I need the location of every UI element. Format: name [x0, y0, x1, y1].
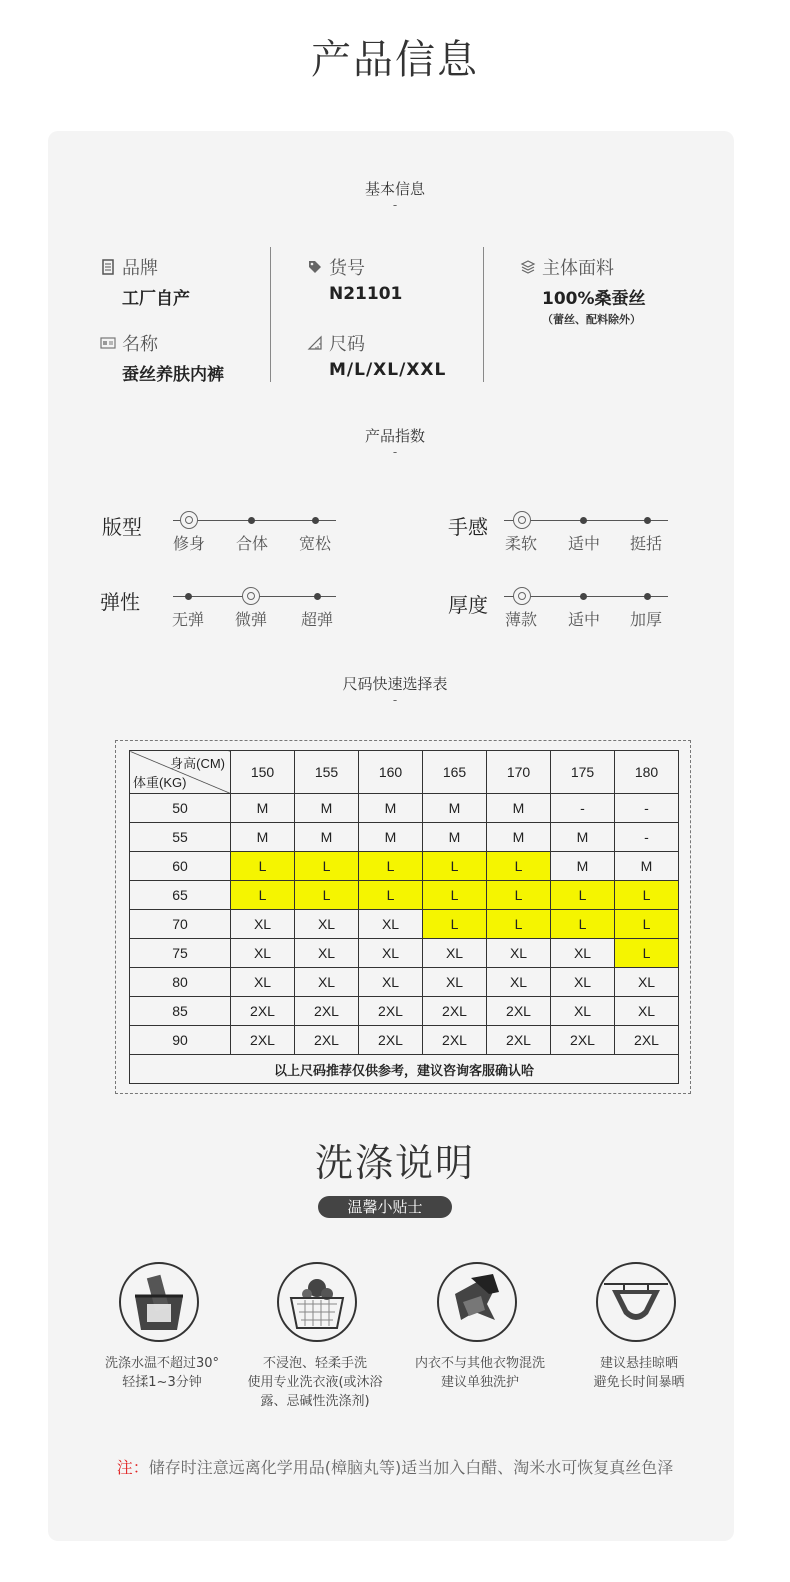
- scale-dot: [185, 593, 192, 600]
- size-cell: L: [231, 852, 295, 881]
- size-cell: M: [423, 794, 487, 823]
- size-cell: 2XL: [359, 997, 423, 1026]
- sku-label: 货号: [329, 258, 365, 279]
- note-prefix: 注：: [116, 1458, 149, 1477]
- size-cell: M: [423, 823, 487, 852]
- size-cell: M: [231, 794, 295, 823]
- wash-tip-text: [559, 1354, 719, 1392]
- size-cell: 2XL: [359, 1026, 423, 1055]
- size-cell: L: [359, 852, 423, 881]
- name-label: 名称: [122, 334, 158, 355]
- fabric-value: 100%桑蚕丝: [542, 289, 646, 309]
- weight-cell: 65: [130, 881, 231, 910]
- size-cell: 2XL: [295, 1026, 359, 1055]
- weight-cell: 70: [130, 910, 231, 939]
- metric-feel-scale: [504, 512, 668, 552]
- wash-tip-line: 洗涤水温不超过30°: [104, 1356, 220, 1371]
- index-dash: -: [392, 445, 398, 459]
- size-cell: XL: [487, 939, 551, 968]
- size-cell: 2XL: [423, 1026, 487, 1055]
- metric-fit-scale: [173, 512, 336, 552]
- size-cell: L: [423, 881, 487, 910]
- table-row: [130, 881, 679, 910]
- fabric-note: （蕾丝、配料除外）: [542, 313, 641, 326]
- wash-tip-line: 轻揉1~3分钟: [122, 1375, 202, 1390]
- ruler-icon: [307, 335, 323, 351]
- scale-label: 无弹: [171, 610, 205, 629]
- name-value: 蚕丝养肤内裤: [122, 365, 224, 385]
- name-field: [100, 330, 224, 385]
- size-cell: L: [423, 852, 487, 881]
- note-text: 储存时注意远离化学用品(樟脑丸等)适当加入白醋、淘米水可恢复真丝色泽: [148, 1458, 674, 1477]
- weight-cell: 90: [130, 1026, 231, 1055]
- table-row: [130, 1026, 679, 1055]
- size-cell: XL: [359, 910, 423, 939]
- scale-label: 加厚: [629, 610, 663, 629]
- size-cell: 2XL: [295, 997, 359, 1026]
- size-cell: XL: [295, 910, 359, 939]
- size-cell: 2XL: [423, 997, 487, 1026]
- height-column-header: 150: [231, 751, 295, 794]
- height-column-header: 165: [423, 751, 487, 794]
- size-cell: -: [551, 794, 615, 823]
- size-cell: L: [295, 852, 359, 881]
- scale-dot: [644, 593, 651, 600]
- scale-label: 柔软: [504, 534, 538, 553]
- document-icon: [100, 259, 116, 275]
- size-cell: XL: [487, 968, 551, 997]
- wash-tip-line: 不浸泡、轻柔手洗: [262, 1356, 367, 1371]
- metric-elastic-label: 弹性: [100, 590, 140, 614]
- size-cell: L: [615, 881, 679, 910]
- size-table: [129, 750, 679, 1084]
- table-row: [130, 852, 679, 881]
- size-cell: L: [487, 852, 551, 881]
- scale-selected-marker: [513, 511, 531, 529]
- scale-label: 挺括: [629, 534, 663, 553]
- size-label: 尺码: [329, 334, 365, 355]
- metric-elastic-scale: [173, 588, 336, 628]
- basic-info-title: 基本信息: [364, 180, 425, 198]
- size-cell: -: [615, 823, 679, 852]
- metric-thickness-label: 厚度: [448, 593, 488, 617]
- size-cell: M: [359, 823, 423, 852]
- table-row: [130, 823, 679, 852]
- size-cell: XL: [615, 968, 679, 997]
- fabric-label: 主体面料: [542, 258, 614, 279]
- size-cell: M: [359, 794, 423, 823]
- size-cell: L: [487, 910, 551, 939]
- brand-label: 品牌: [122, 258, 158, 279]
- size-cell: XL: [231, 910, 295, 939]
- wash-tip-line: 建议单独洗护: [440, 1375, 519, 1390]
- metric-thickness-scale: [504, 588, 668, 628]
- size-cell: M: [487, 794, 551, 823]
- size-cell: M: [551, 823, 615, 852]
- id-card-icon: [100, 335, 116, 351]
- hang-dry-icon: [596, 1262, 676, 1342]
- size-cell: L: [615, 939, 679, 968]
- size-cell: XL: [551, 939, 615, 968]
- size-cell: L: [423, 910, 487, 939]
- weight-cell: 85: [130, 997, 231, 1026]
- size-cell: XL: [359, 939, 423, 968]
- size-cell: XL: [359, 968, 423, 997]
- size-cell: XL: [615, 997, 679, 1026]
- size-cell: 2XL: [615, 1026, 679, 1055]
- height-column-header: 155: [295, 751, 359, 794]
- scale-dot: [312, 517, 319, 524]
- size-cell: L: [615, 910, 679, 939]
- wash-tip-line: 内衣不与其他衣物混洗: [414, 1356, 545, 1371]
- wash-title: 洗涤说明: [314, 1141, 475, 1185]
- weight-cell: 75: [130, 939, 231, 968]
- table-note-row: [130, 1055, 679, 1084]
- size-cell: M: [487, 823, 551, 852]
- table-corner-header: [130, 751, 231, 794]
- size-cell: M: [295, 823, 359, 852]
- height-column-header: 160: [359, 751, 423, 794]
- tag-icon: [307, 259, 323, 275]
- size-cell: XL: [295, 939, 359, 968]
- scale-selected-marker: [180, 511, 198, 529]
- table-note: 以上尺码推荐仅供参考，建议咨询客服确认哈: [130, 1055, 679, 1084]
- divider: [270, 247, 271, 382]
- size-value: M/L/XL/XXL: [329, 360, 447, 380]
- size-field: [307, 330, 446, 380]
- wash-tip-line: 露、忌碱性洗涤剂): [260, 1394, 370, 1409]
- table-row: [130, 794, 679, 823]
- storage-note: [0, 1455, 790, 1478]
- tip-badge: 温馨小贴士: [318, 1196, 452, 1218]
- size-cell: XL: [231, 939, 295, 968]
- size-cell: -: [615, 794, 679, 823]
- size-table-title: 尺码快速选择表: [342, 675, 448, 693]
- metric-fit-label: 版型: [102, 515, 142, 539]
- scale-label: 微弹: [234, 610, 268, 629]
- scale-label: 适中: [567, 610, 601, 629]
- brand-value: 工厂自产: [122, 289, 190, 309]
- weight-cell: 55: [130, 823, 231, 852]
- basic-info-heading: [0, 178, 790, 211]
- wash-tip-line: 避免长时间暴晒: [593, 1375, 685, 1390]
- scale-label: 适中: [567, 534, 601, 553]
- scale-dot: [644, 517, 651, 524]
- table-row: [130, 910, 679, 939]
- size-cell: 2XL: [551, 1026, 615, 1055]
- size-cell: L: [551, 910, 615, 939]
- scale-selected-marker: [513, 587, 531, 605]
- metric-feel-label: 手感: [448, 515, 488, 539]
- size-cell: XL: [295, 968, 359, 997]
- size-cell: 2XL: [487, 997, 551, 1026]
- scale-label: 宽松: [298, 534, 332, 553]
- scale-selected-marker: [242, 587, 260, 605]
- size-cell: XL: [423, 939, 487, 968]
- divider: [483, 247, 484, 382]
- brand-field: [100, 254, 190, 309]
- sku-field: [307, 254, 402, 304]
- size-table-dash: -: [392, 693, 398, 707]
- scale-dot: [580, 593, 587, 600]
- size-cell: L: [231, 881, 295, 910]
- size-cell: M: [551, 852, 615, 881]
- weight-cell: 80: [130, 968, 231, 997]
- size-cell: 2XL: [231, 997, 295, 1026]
- table-row: [130, 939, 679, 968]
- scale-label: 修身: [172, 534, 206, 553]
- size-table-frame: [115, 740, 691, 1094]
- weight-cell: 60: [130, 852, 231, 881]
- size-cell: XL: [551, 997, 615, 1026]
- sku-value: N21101: [329, 284, 403, 304]
- scale-dot: [248, 517, 255, 524]
- table-row: [130, 997, 679, 1026]
- size-cell: XL: [551, 968, 615, 997]
- soak-icon: [277, 1262, 357, 1342]
- scale-dot: [314, 593, 321, 600]
- scale-label: 合体: [235, 534, 269, 553]
- size-cell: M: [295, 794, 359, 823]
- scale-label: 薄款: [504, 610, 538, 629]
- basin-icon: [119, 1262, 199, 1342]
- height-column-header: 175: [551, 751, 615, 794]
- scale-dot: [580, 517, 587, 524]
- size-cell: L: [551, 881, 615, 910]
- size-cell: 2XL: [231, 1026, 295, 1055]
- size-cell: M: [615, 852, 679, 881]
- height-header: 身高(CM): [170, 756, 225, 771]
- weight-cell: 50: [130, 794, 231, 823]
- wash-tip-text: [82, 1354, 242, 1392]
- table-row: [130, 968, 679, 997]
- size-cell: L: [359, 881, 423, 910]
- height-column-header: 170: [487, 751, 551, 794]
- size-cell: L: [487, 881, 551, 910]
- scale-label: 超弹: [300, 610, 334, 629]
- size-cell: L: [295, 881, 359, 910]
- wash-tip-line: 使用专业洗衣液(或沐浴: [247, 1375, 383, 1390]
- layers-icon: [520, 259, 536, 275]
- height-column-header: 180: [615, 751, 679, 794]
- weight-header: 体重(KG): [133, 775, 187, 790]
- wash-tip-line: 建议悬挂晾晒: [599, 1356, 678, 1371]
- size-cell: M: [231, 823, 295, 852]
- size-cell: XL: [231, 968, 295, 997]
- wash-tip-text: [400, 1354, 560, 1392]
- separate-icon: [437, 1262, 517, 1342]
- page-title: 产品信息: [311, 37, 479, 83]
- size-cell: XL: [423, 968, 487, 997]
- basic-info-dash: -: [392, 198, 398, 212]
- size-table-heading: [0, 673, 790, 706]
- index-title: 产品指数: [364, 427, 425, 445]
- wash-tip-text: [235, 1354, 395, 1411]
- fabric-field: [520, 254, 646, 327]
- index-heading: [0, 425, 790, 458]
- size-cell: 2XL: [487, 1026, 551, 1055]
